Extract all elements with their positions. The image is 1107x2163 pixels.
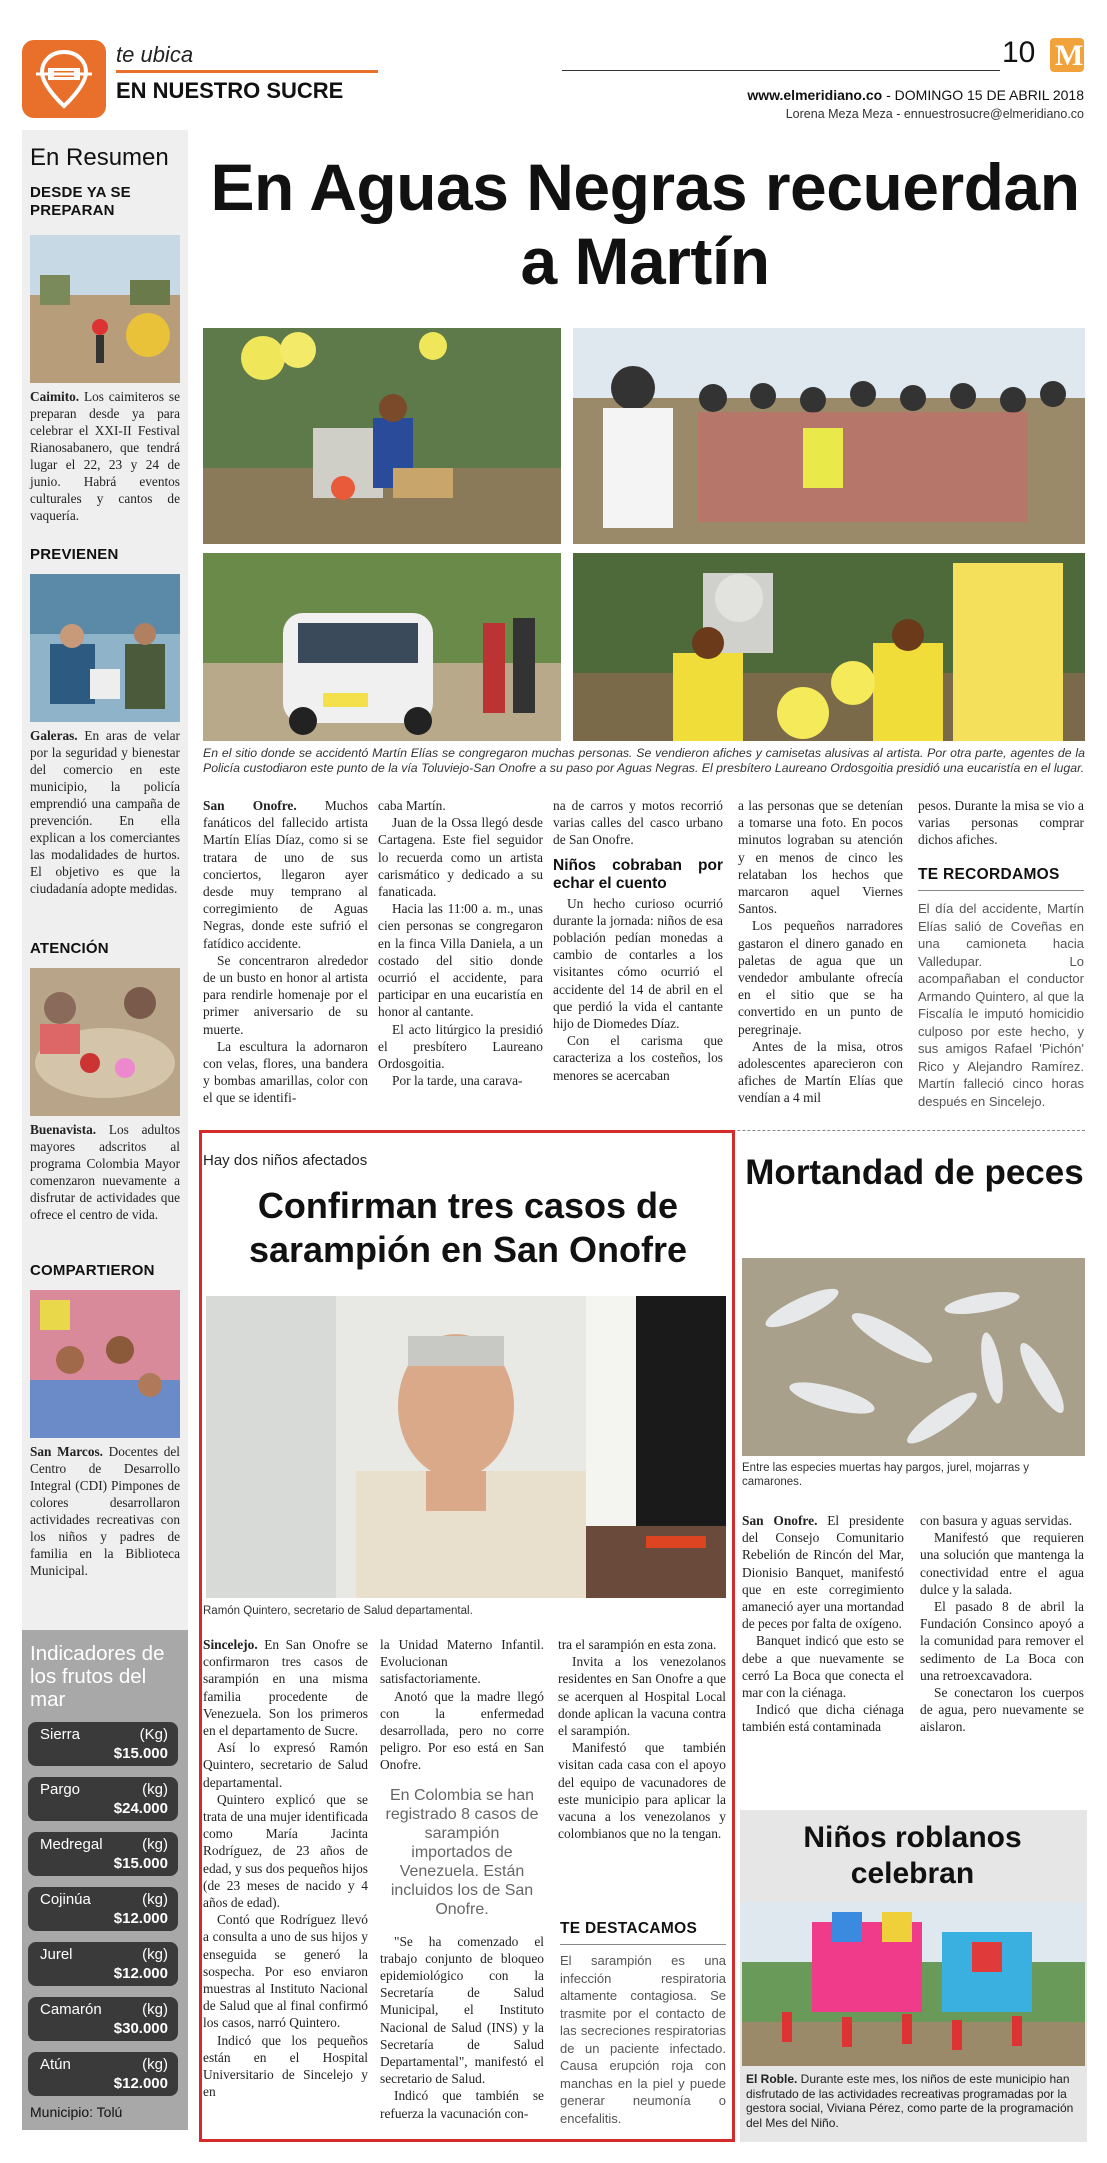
fish-col2-p2: Manifestó que requieren una solución que mantenga la conectividad entre el agua dulce y la salada. — [920, 1530, 1084, 1597]
main-col3-p3: Con el carisma que caracteriza a los costeños, los menores se acercaban — [553, 1033, 723, 1083]
sidebar-item-body: Los adultos mayores adscritos al programa Colombia Mayor comenzaron nuevamente a disfrutar de actividades que ofrece el centro de vida. — [30, 1122, 180, 1222]
fish-photo-caption: Entre las especies muertas hay pargos, jurel, mojarras y camarones. — [742, 1462, 1029, 1488]
measles-col2-p3: "Se ha comenzado el trabajo conjunto de bloqueo epidemiológico con la Secretaría de Salud Municipal, el Instituto Nacional de Salud (INS) y la Secretaría de Salud Departamental", manifestó el secretario de Salud. — [380, 1933, 544, 2087]
indicator-row — [28, 1722, 178, 1766]
main-photo-policia — [203, 553, 561, 741]
indicator-name: Camarón — [40, 2001, 102, 2018]
fish-col2-p1: con basura y aguas servidas. — [920, 1513, 1073, 1528]
map-pin-icon — [22, 40, 106, 118]
indicator-price: $12.000 — [113, 1910, 168, 1927]
main-headline: En Aguas Negras recuerdan a Martín — [210, 150, 1080, 298]
main-col4-p2: Los pequeños narradores gastaron el dinero ganado en paletas de agua que un vendedor ambulante ofrecía en el sitio que se ha convertido en un punto de peregrinaje. — [738, 918, 903, 1037]
section-big-title: EN NUESTRO SUCRE — [116, 78, 344, 103]
main-photo-caption: En el sitio donde se accidentó Martín Elías se congregaron muchas personas. Se vendieron afiches y camisetas alusivas al artista. Por otra parte, agentes de la Policía custodiaron este punto de la vía Toluviejo-San Onofre a su paso por Aguas Negras. El presbítero Laureano Ordosgoitia presidió una eucaristía en el lugar. — [203, 746, 1085, 775]
fish-col-1 — [742, 1512, 904, 1736]
main-col-5 — [918, 797, 1084, 849]
byline: Lorena Meza Meza - ennuestrosucre@elmeridiano.co — [785, 107, 1084, 121]
indicator-row — [28, 1997, 178, 2041]
indicator-row — [28, 1942, 178, 1986]
kids-lead: El Roble. — [746, 2072, 798, 2086]
main-photo-busto — [203, 328, 561, 544]
destacamos-rule — [560, 1944, 726, 1945]
measles-col1-p2: Así lo expresó Ramón Quintero, secretario de Salud departamental. — [203, 1740, 368, 1790]
indicator-unit: (kg) — [142, 2001, 168, 2018]
main-col2-p5: Por la tarde, una carava- — [392, 1073, 523, 1089]
indicator-unit: (kg) — [142, 2056, 168, 2073]
measles-lead: Sincelejo. — [203, 1637, 258, 1652]
section-logo — [22, 40, 106, 118]
sidebar-item-text — [30, 1121, 180, 1223]
indicator-row — [28, 2052, 178, 2096]
fish-headline: Mortandad de peces — [745, 1153, 1084, 1192]
indicator-name: Medregal — [40, 1836, 103, 1853]
main-col5-p1: pesos. Durante la misa se vio a varias personas comprar dichos afiches. — [918, 798, 1084, 848]
indicator-price: $24.000 — [113, 1800, 168, 1817]
sidebar-item-lead: Buenavista. — [30, 1122, 97, 1137]
dateline-site: www.elmeridiano.co — [747, 87, 883, 103]
main-col2-p4: El acto litúrgico la presidió el presbítero Laureano Ordosgoitia. — [378, 1021, 543, 1072]
section-small-title: te ubica — [116, 42, 194, 67]
measles-col3-p3: Manifestó que también visitan cada casa con el apoyo del equipo de vacunadores de este municipio para aplicar la vacuna a los venezolanos y colombianos que no la tengan. — [558, 1740, 726, 1842]
measles-col1-p4: Contó que Rodríguez llevó a consulta a uno de sus hijos y enseguida se generó la sospecha. Por eso enviaron muestras al Instituto Nacional de Salud que al final confirmó los casos, narró Quintero. — [203, 1912, 368, 2031]
page-number: 10 — [1002, 36, 1036, 69]
main-col2-p3: Hacia las 11:00 a. m., unas cien personas se congregaron en la finca Villa Daniela, a un costado del sitio donde ocurrió el accidente, para participar en una eucaristía en honor al cantante. — [378, 901, 543, 1020]
indicator-unit: (Kg) — [139, 1726, 168, 1743]
fish-col1-p2: Banquet indicó que esto se debe a que nuevamente se cerró La Boca que conecta el mar con la ciénaga. — [742, 1633, 904, 1701]
recordamos-rule — [918, 890, 1084, 891]
kids-caption-text: Durante este mes, los niños de este municipio han disfrutado de las actividades recreativas programadas por la gestora social, Viviana Pérez, como parte de la programación del Mes del Niño. — [746, 2072, 1074, 2130]
logo-letter: M — [1055, 39, 1084, 72]
fish-photo — [742, 1258, 1085, 1456]
sidebar-item-lead: Caimito. — [30, 389, 80, 404]
sidebar-item-body: Los caimiteros se preparan desde ya para celebrar el XXI-II Festival Rianosabanero, que tendrá lugar el 22, 23 y 24 de junio. Habrá eventos culturales y cantos de vaquería. — [30, 389, 180, 523]
recordamos-text: El día del accidente, Martín Elías salió de Coveñas en una camioneta hacia Valledupar. Lo acompañaban el conductor Armando Quintero, al que la Fiscalía le imputó homicidio culposo por este hecho, y sus amigos Rafael 'Pichón' Rico y Alejandro Ramírez. Martín falleció cinco horas después en Sincelejo. — [918, 901, 1084, 1109]
sidebar-item-head: PREVIENEN — [30, 546, 119, 563]
indicator-name: Cojinúa — [40, 1891, 91, 1908]
measles-pull-quote: En Colombia se han registrado 8 casos de sarampión importados de Venezuela. Están incluidos los de San Onofre. — [385, 1786, 539, 1918]
kids-photo — [742, 1902, 1085, 2066]
fish-col1-p3: Indicó que dicha ciénaga también está contaminada — [742, 1702, 904, 1735]
main-col-2 — [378, 797, 543, 1089]
main-col1-p3: La escultura la adornaron con velas, flores, una bandera y bombas amarillas, color con el que se identifi- — [203, 1038, 368, 1106]
main-col2-p1: caba Martín. — [378, 798, 446, 813]
sidebar-item-head: ATENCIÓN — [30, 940, 109, 957]
sidebar-item-head: COMPARTIERON — [30, 1262, 155, 1279]
sidebar-item-body: En aras de velar por la seguridad y bienestar del comercio en este municipio, la policía emprendió una campaña de prevención. En ella explican a los comerciantes las modalidades de hurtos. El objetivo es que la ciudadanía adopte medidas. — [30, 728, 180, 896]
indicator-price: $30.000 — [113, 2020, 168, 2037]
main-lead: San Onofre. — [203, 798, 297, 813]
sidebar-title: En Resumen — [30, 144, 169, 171]
sidebar-photo-sanmarcos — [30, 1290, 180, 1438]
sidebar-item-text — [30, 1443, 180, 1579]
indicator-row — [28, 1887, 178, 1931]
indicator-price: $12.000 — [113, 2075, 168, 2092]
recordamos-head: TE RECORDAMOS — [918, 866, 1060, 883]
sidebar-item-head: DESDE YA SE PREPARAN — [30, 184, 131, 219]
kids-caption — [746, 2072, 1081, 2130]
main-subhead: Niños cobraban por echar el cuento — [553, 856, 723, 892]
main-col3-p2: Un hecho curioso ocurrió durante la jornada: niños de esa población pedían monedas a cambio de contarles a los visitantes cómo ocurrió el accidente del 14 de abril en el que perdió la vida el cantante hijo de Diomedes Díaz. — [553, 895, 723, 1032]
measles-col1-p1: En San Onofre se confirmaron tres casos de sarampión en una misma familia procedente de Venezuela. Son los primeros en el departamento de Sucre. — [203, 1637, 368, 1739]
indicator-name: Jurel — [40, 1946, 73, 1963]
destacamos-head: TE DESTACAMOS — [560, 1920, 698, 1937]
fish-col2-p4: Se conectaron los cuerpos de agua, pero nuevamente se aislaron. — [920, 1685, 1084, 1735]
sidebar-item-lead: San Marcos. — [30, 1444, 103, 1459]
indicator-unit: (kg) — [142, 1836, 168, 1853]
main-col-4 — [738, 797, 903, 1107]
indicator-unit: (kg) — [142, 1946, 168, 1963]
indicators-footer: Municipio: Tolú — [30, 2104, 123, 2120]
kids-headline: Niños roblanos celebran — [803, 1821, 1022, 1890]
measles-col3-p1: tra el sarampión en esta zona. — [558, 1637, 717, 1652]
indicator-price: $15.000 — [113, 1855, 168, 1872]
measles-headline: Confirman tres casos de sarampión en San Onofre — [248, 1185, 688, 1270]
main-col4-p1: a las personas que se detenían a tomarse una foto. En pocos minutos lograban su atención y en menos de cinco les relataban los hechos que marcaron aquel Viernes Santos. — [738, 798, 903, 917]
sidebar-item-lead: Galeras. — [30, 728, 78, 743]
indicator-name: Atún — [40, 2056, 71, 2073]
measles-kicker: Hay dos niños afectados — [203, 1152, 368, 1169]
dateline-date: - DOMINGO 15 DE ABRIL 2018 — [882, 87, 1084, 103]
main-photo-ninos — [573, 553, 1085, 741]
indicator-unit: (kg) — [142, 1891, 168, 1908]
fish-col1-p1: El presidente del Consejo Comunitario Rebelión de Rincón del Mar, Dionisio Banquet, manifestó que en este corregimiento amaneció ayer una mortandad de peces por falta de oxígeno. — [742, 1513, 904, 1632]
measles-photo — [206, 1296, 726, 1598]
dateline — [747, 87, 1084, 103]
indicator-price: $15.000 — [113, 1745, 168, 1762]
measles-col2-p4: Indicó que también se refuerza la vacunación con- — [380, 2088, 544, 2121]
sidebar-item-body: Docentes del Centro de Desarrollo Integral (CDI) Pimpones de colores desarrollaron actividades recreativas con los niños y padres de familia en la Biblioteca Municipal. — [30, 1444, 180, 1578]
measles-col2-p2: Anotó que la madre llegó con la enfermedad desarrollada, pero no corre peligro. Por eso está en San Onofre. — [380, 1688, 544, 1773]
measles-photo-caption: Ramón Quintero, secretario de Salud departamental. — [203, 1605, 473, 1617]
main-col-3 — [553, 797, 723, 1084]
indicator-name: Pargo — [40, 1781, 81, 1798]
main-col-1 — [203, 797, 368, 1107]
indicators-title: Indicadores de los frutos del mar — [30, 1642, 165, 1711]
indicator-price: $12.000 — [113, 1965, 168, 1982]
sidebar-photo-galeras — [30, 574, 180, 722]
main-col1-p2: Se concentraron alrededor de un busto en honor al artista para rendirle homenaje por el primer aniversario de su muerte. — [203, 952, 368, 1037]
sidebar-photo-caimito — [30, 235, 180, 383]
sidebar-item-text — [30, 727, 180, 897]
fish-col-2 — [920, 1512, 1084, 1736]
measles-col-3 — [558, 1636, 726, 1842]
measles-col-1 — [203, 1636, 368, 2100]
sidebar-item-text — [30, 388, 180, 524]
indicator-row — [28, 1832, 178, 1876]
masthead-rule — [562, 70, 1000, 71]
main-col4-p3: Antes de la misa, otros adolescentes aparecieron con afiches de Martín Elías que vendían a 4 mil — [738, 1038, 903, 1106]
fish-lead: San Onofre. — [742, 1513, 818, 1528]
indicator-row — [28, 1777, 178, 1821]
indicator-unit: (kg) — [142, 1781, 168, 1798]
main-col1-p1: Muchos fanáticos del fallecido artista Martín Elías Díaz, como si se tratara de uno de sus conciertos, llegaron ayer desde muy temprano al corregimiento de Aguas Negras, donde este sufrió el fatídico accidente. — [203, 798, 369, 951]
measles-col1-p3: Quintero explicó que se trata de una mujer identificada como María Jacinta Rodríguez, de 23 años de edad, y sus dos pequeños hijos (de 23 meses de nacido y 4 años de edad). — [203, 1791, 368, 1911]
measles-col2-p1: la Unidad Materno Infantil. Evolucionan satisfactoriamente. — [380, 1637, 544, 1687]
measles-col1-p5: Indicó que los pequeños están en el Hospital Universitario de Sincelejo y en — [203, 2032, 368, 2100]
sidebar-photo-buenavista — [30, 968, 180, 1116]
measles-col-2 — [380, 1636, 544, 2122]
measles-col3-p2: Invita a los venezolanos residentes en San Onofre a que se acerquen al Hospital Local donde aplican la vacuna contra el sarampión. — [558, 1654, 726, 1739]
fish-col2-p3: El pasado 8 de abril la Fundación Consinco apoyó a la comunidad para remover el sedimento de La Boca con una retroexcavadora. — [920, 1599, 1084, 1683]
main-col3-p1: na de carros y motos recorrió varias calles del casco urbano de San Onofre. — [553, 798, 723, 848]
newspaper-logo — [1050, 38, 1084, 72]
section-rule — [116, 70, 378, 73]
main-col2-p2: Juan de la Ossa llegó desde Cartagena. Este fiel seguidor lo recuerda como un artista carismático y dedicado a su fanaticada. — [378, 815, 543, 900]
destacamos-text: El sarampión es una infección respiratoria altamente contagiosa. Se trasmite por el contacto de las secreciones respiratorias de un paciente infectado. Causa erupción roja con manchas en la piel y puede generar neumonía o encefalitis. — [560, 1953, 726, 2126]
main-photo-misa — [573, 328, 1085, 544]
indicator-name: Sierra — [40, 1726, 81, 1743]
